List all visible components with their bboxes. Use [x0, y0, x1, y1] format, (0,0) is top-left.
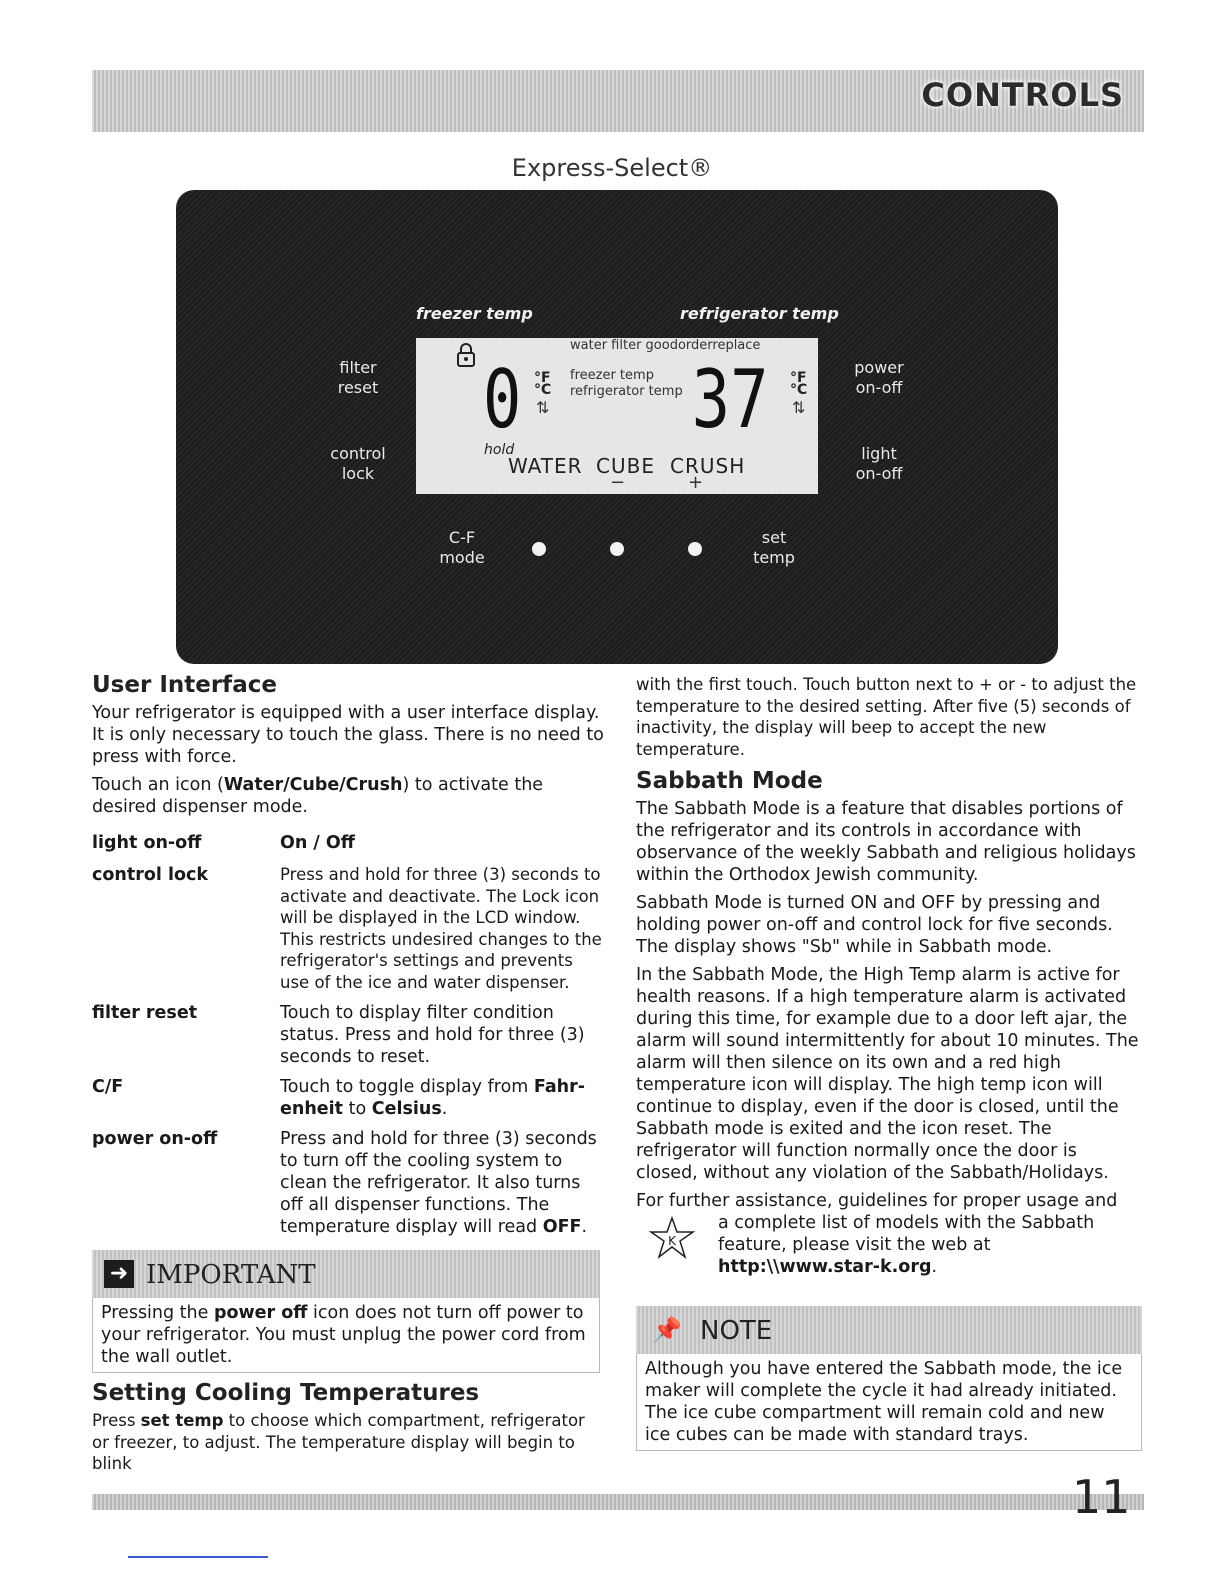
water-select-dot — [532, 542, 546, 556]
refrigerator-temp-label: refrigerator temp — [680, 304, 839, 323]
header-bar — [92, 70, 1144, 132]
cube-select-dot — [610, 542, 624, 556]
cooling-section — [92, 1382, 604, 1475]
control-lock-label: control lock — [330, 444, 386, 483]
cooling-paragraph: Press set temp to choose which compartment, refrigerator or freezer, to adjust. The temperature display will begin to blink — [92, 1411, 585, 1473]
power-on-off-label: power on-off — [854, 358, 904, 397]
svg-text:K: K — [668, 1234, 676, 1248]
control-panel-image — [176, 190, 1058, 664]
divider — [128, 1556, 268, 1558]
sabbath-paragraph-4: For further assistance, guidelines for proper usage and K a complete list of models with the Sabbath feature, please visit the web at http:\\www.star-k.org. — [636, 1191, 1118, 1277]
plus-icon: + — [688, 472, 704, 493]
freezer-arrow-icon: ⇅ — [536, 398, 550, 417]
note-header — [636, 1306, 1142, 1354]
sabbath-heading: Sabbath Mode — [636, 768, 823, 794]
lcd-display — [416, 338, 818, 494]
user-interface-section — [92, 674, 604, 824]
note-body: Although you have entered the Sabbath mode, the ice maker will complete the cycle it had already initiated. The ice cube compartment will remain cold and new ice cubes can be made with standard trays. — [636, 1354, 1142, 1451]
lock-icon — [456, 342, 476, 368]
freezer-temp-value: 0 — [482, 353, 522, 446]
pin-icon: 📌 — [652, 1316, 682, 1344]
refrigerator-arrow-icon: ⇅ — [792, 398, 806, 417]
minus-icon: − — [610, 472, 626, 493]
lcd-refrigerator-temp-text: refrigerator temp — [570, 384, 683, 399]
important-title: IMPORTANT — [146, 1260, 316, 1290]
set-temp-label: set temp — [753, 528, 795, 567]
refrigerator-temp-value: 37 — [691, 353, 769, 446]
water-filter-status: water filter goodorderreplace — [570, 338, 761, 353]
star-k-icon — [648, 1216, 696, 1260]
important-body: Pressing the power off icon does not turn off power to your refrigerator. You must unplug the power cord from the wall outlet. — [92, 1298, 600, 1373]
lcd-freezer-temp-text: freezer temp — [570, 368, 654, 383]
cube-mode: CUBE — [596, 454, 655, 478]
water-mode: WATER — [508, 454, 583, 478]
user-interface-heading: User Interface — [92, 672, 277, 698]
important-header — [92, 1250, 600, 1298]
hold-label: hold — [484, 442, 515, 458]
sabbath-paragraph-1: The Sabbath Mode is a feature that disables portions of the refrigerator and its controls in accordance with observance of the weekly Sabbath and religious holidays within the Orthodox Jewish community. — [636, 799, 1136, 885]
sabbath-paragraph-3: In the Sabbath Mode, the High Temp alarm is active for health reasons. If a high temperature alarm is activated during this time, for example due to a door left ajar, the alarm will sound intermittently for about 10 minutes. The alarm will then silence on its own and a red high temperature icon will display. The high temp icon will continue to display, even if the door is closed, until the Sabbath mode is exited and the icon reset. The refrigerator will function normally once the door is closed, without any violation of the Sabbath/Holidays. — [636, 965, 1139, 1183]
freezer-temp-label: freezer temp — [416, 304, 533, 323]
sabbath-paragraph-2: Sabbath Mode is turned ON and OFF by pressing and holding power on-off and control lock for five seconds. The display shows "Sb" while in Sabbath mode. — [636, 893, 1113, 957]
crush-mode: CRUSH — [670, 454, 746, 478]
crush-select-dot — [688, 542, 702, 556]
cooling-heading: Setting Cooling Temperatures — [92, 1380, 480, 1406]
cooling-continued: with the first touch. Touch button next to + or - to adjust the temperature to the desired setting. After five (5) seconds of inactivity, the display will beep to accept the new temperature. — [636, 675, 1137, 759]
dispenser-mode-paragraph: Touch an icon (Water/Cube/Crush) to activate the desired dispenser mode. — [92, 775, 544, 817]
footer-bar — [92, 1494, 1144, 1510]
filter-reset-label: filter reset — [337, 358, 379, 397]
right-column — [636, 674, 1144, 1278]
refrigerator-unit: °F °C — [790, 370, 808, 398]
page-title: CONTROLS — [921, 76, 1124, 114]
arrow-icon: ➜ — [104, 1260, 134, 1288]
page-number: 11 — [1072, 1470, 1131, 1524]
light-on-off-label: light on-off — [855, 444, 903, 483]
panel-title: Express-Select® — [511, 154, 713, 182]
freezer-unit: °F °C — [534, 370, 552, 398]
cf-mode-label: C-F mode — [439, 528, 485, 567]
user-interface-paragraph: Your refrigerator is equipped with a user interface display. It is only necessary to touch the glass. There is no need to press with force. — [92, 703, 604, 767]
note-title: NOTE — [700, 1316, 773, 1346]
